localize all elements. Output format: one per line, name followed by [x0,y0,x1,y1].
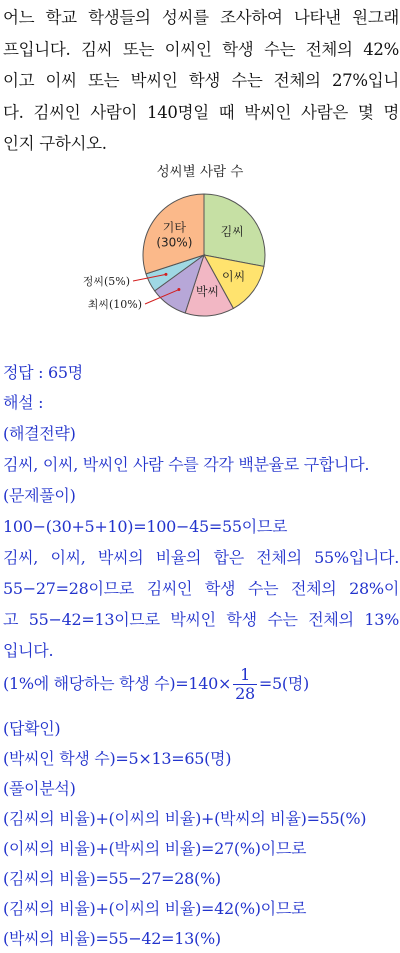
fraction-numerator: 1 [240,665,250,684]
pie-outside-label-3: 최씨(10%) [87,298,142,311]
solve-line-5: 입니다. [3,641,54,660]
analysis-heading: (풀이분석) [3,779,76,798]
analysis-line-3: (김씨의 비율)=55−27=28(%) [3,869,221,888]
explanation-heading: 해설 : [3,393,44,412]
solve-line-1: 100−(30+5+10)=100−45=55이므로 [3,517,288,536]
fraction-denominator: 28 [235,684,255,703]
problem-line-3: 이고 이씨 또는 박씨인 학생 수는 전체의 27%입니 [3,71,399,90]
fraction-prefix: (1%에 해당하는 학생 수)=140× [3,674,232,693]
pie-label-1: 이씨 [222,269,246,284]
problem-line-1: 어느 학교 학생들의 성씨를 조사하여 나타낸 원그래 [3,8,399,27]
analysis-line-4: (김씨의 비율)+(이씨의 비율)=42(%)이므로 [3,899,307,918]
pie-label-2: 박씨 [195,284,220,299]
analysis-line-5: (박씨의 비율)=55−42=13(%) [3,929,221,948]
problem-line-2: 프입니다. 김씨 또는 이씨인 학생 수는 전체의 42% [3,39,399,59]
solve-line-2: 김씨, 이씨, 박씨의 비율의 합은 전체의 55%입니다. [3,548,399,567]
analysis-line-2: (이씨의 비율)+(박씨의 비율)=27(%)이므로 [3,839,307,858]
solve-heading: (문제풀이) [3,486,76,505]
fraction-suffix: =5(명) [258,674,309,693]
check-line: (박씨인 학생 수)=5×13=65(명) [3,749,232,768]
pie-label-5: 기타 [162,220,186,235]
analysis-line-1: (김씨의 비율)+(이씨의 비율)+(박씨의 비율)=55(%) [3,809,367,828]
pie-chart [0,158,400,358]
problem-line-5: 인지 구하시오. [3,134,107,153]
pie-label-0: 김씨 [220,224,244,239]
pie-chart-svg [0,158,400,358]
pie-outside-label-4: 정씨(5%) [82,275,130,288]
solve-line-3: 55−27=28이므로 김씨인 학생 수는 전체의 28%이 [3,579,399,598]
strategy-heading: (해결전략) [3,424,76,443]
problem-line-4: 다. 김씨인 사람이 140명일 때 박씨인 사람은 몇 명 [3,102,399,122]
problem-text [3,2,399,160]
leader-arrow-4 [164,273,167,276]
fraction-line [3,666,309,703]
chart-title: 성씨별 사람 수 [156,164,244,180]
strategy-text: 김씨, 이씨, 박씨인 사람 수를 각각 백분율로 구합니다. [3,455,370,474]
pie-sublabel-5: (30%) [156,235,193,250]
fraction [233,666,257,703]
check-heading: (답확인) [3,719,61,738]
leader-arrow-3 [177,288,180,291]
answer-line: 정답 : 65명 [3,363,83,382]
solve-line-4: 고 55−42=13이므로 박씨인 학생 수는 전체의 13% [3,610,399,629]
